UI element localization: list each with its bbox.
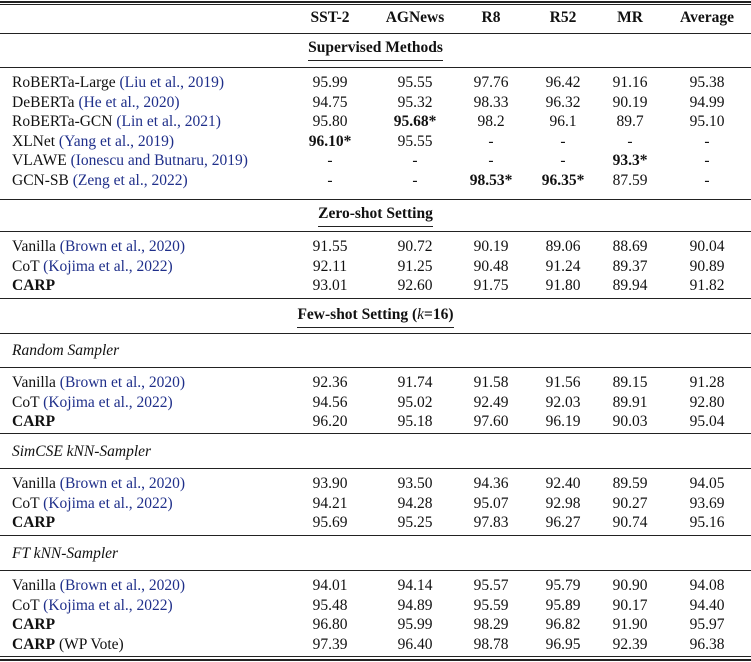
- value-cell-r8: -: [488, 152, 494, 170]
- method-cell: [12, 474, 185, 494]
- section-rule: [0, 231, 751, 232]
- value-cell-r8: 98.2: [477, 113, 505, 131]
- table-row: [0, 393, 751, 413]
- value-cell-mr: 90.90: [612, 577, 648, 594]
- value-cell-average: 91.82: [689, 277, 725, 295]
- table-row: [0, 373, 751, 393]
- value-cell-average: 90.89: [689, 257, 725, 275]
- table-row: [0, 237, 751, 257]
- value-cell-agnews: 95.55: [397, 74, 433, 91]
- col-header-average: Average: [680, 9, 734, 26]
- section-rule: [0, 67, 751, 68]
- group-end-rule: [0, 433, 751, 434]
- group-rule: [0, 468, 751, 469]
- value-cell-agnews: 91.25: [397, 257, 433, 275]
- value-cell-r8: 98.53*: [469, 172, 513, 189]
- value-cell-agnews: 95.68*: [393, 113, 437, 131]
- value-cell-sst2: 93.90: [312, 475, 348, 492]
- citation-link[interactable]: (Kojima et al., 2022): [43, 494, 173, 512]
- value-cell-mr: 90.19: [612, 93, 648, 111]
- value-cell-mr: -: [627, 132, 633, 150]
- value-cell-average: 94.99: [689, 93, 725, 111]
- bottom-rule: [0, 659, 751, 661]
- citation-link[interactable]: (Lin et al., 2021): [116, 113, 221, 131]
- top-rule: [0, 1, 751, 3]
- section-title-text: Zero-shot Setting: [318, 204, 433, 227]
- table-row: [0, 474, 751, 494]
- value-cell-agnews: 94.14: [397, 577, 433, 594]
- value-cell-mr: 88.69: [612, 238, 648, 255]
- method-cell: [12, 635, 124, 655]
- value-cell-r52: 96.42: [545, 74, 581, 91]
- method-cell: [12, 596, 173, 616]
- value-cell-r52: 96.19: [545, 413, 581, 431]
- method-cell: [12, 576, 185, 596]
- section-title-var: k: [417, 306, 425, 323]
- value-cell-agnews: 95.32: [397, 93, 433, 111]
- value-cell-average: -: [704, 132, 710, 150]
- value-cell-r52: 96.35*: [541, 172, 585, 189]
- value-cell-mr: 89.59: [612, 475, 648, 492]
- section-end-rule: [0, 298, 751, 299]
- value-cell-r52: 96.27: [545, 514, 581, 532]
- citation-link[interactable]: (Liu et al., 2019): [119, 74, 225, 91]
- citation-link[interactable]: (Yang et al., 2019): [58, 132, 175, 150]
- method-cell: [12, 171, 188, 191]
- value-cell-r52: 91.80: [545, 277, 581, 295]
- method-cell: [12, 393, 173, 413]
- value-cell-mr: 90.74: [612, 514, 648, 532]
- col-header-mr: MR: [617, 9, 643, 26]
- method-cell: [12, 93, 180, 113]
- value-cell-mr: 92.39: [612, 635, 648, 653]
- method-name: CARP: [12, 616, 56, 634]
- method-name: CoT: [12, 257, 40, 275]
- value-cell-sst2: 94.21: [312, 494, 348, 512]
- section-title: [0, 204, 751, 227]
- table-row: [0, 576, 751, 596]
- value-cell-average: -: [704, 172, 710, 189]
- value-cell-r52: 96.1: [549, 113, 577, 131]
- value-cell-r8: 97.83: [473, 514, 509, 532]
- method-name: GCN-SB: [12, 172, 69, 189]
- value-cell-average: 95.16: [689, 514, 725, 532]
- value-cell-mr: 89.94: [612, 277, 648, 295]
- value-cell-mr: 90.27: [612, 494, 648, 512]
- value-cell-r52: 96.82: [545, 616, 581, 634]
- header-rule: [0, 33, 751, 34]
- value-cell-r8: 98.33: [473, 93, 509, 111]
- value-cell-r52: 92.03: [545, 393, 581, 411]
- value-cell-r8: 98.78: [473, 635, 509, 653]
- method-name: Vanilla: [12, 475, 56, 492]
- value-cell-agnews: -: [412, 152, 418, 170]
- section-title: [0, 38, 751, 61]
- value-cell-r52: 89.06: [545, 238, 581, 255]
- value-cell-mr: 87.59: [612, 172, 648, 189]
- method-cell: [12, 132, 174, 152]
- value-cell-average: 96.38: [689, 635, 725, 653]
- table-row: [0, 412, 751, 432]
- method-suffix: (WP Vote): [58, 635, 124, 653]
- value-cell-r52: 95.79: [545, 577, 581, 594]
- method-name: VLAWE: [12, 152, 67, 170]
- value-cell-sst2: 92.11: [312, 257, 348, 275]
- value-cell-mr: 93.3*: [612, 152, 648, 170]
- col-header-sst2: SST-2: [310, 9, 350, 26]
- value-cell-sst2: 95.99: [312, 74, 348, 91]
- section-title-fewshot: [0, 305, 751, 328]
- value-cell-r8: 95.59: [473, 596, 509, 614]
- value-cell-r8: 90.19: [473, 238, 509, 255]
- value-cell-r8: 95.07: [473, 494, 509, 512]
- section-rule: [0, 333, 751, 334]
- method-name: CoT: [12, 494, 40, 512]
- value-cell-agnews: 95.18: [397, 413, 433, 431]
- section-title-suffix: =16): [424, 306, 454, 323]
- citation-link[interactable]: (Brown et al., 2020): [59, 577, 186, 594]
- value-cell-sst2: 93.01: [312, 277, 348, 295]
- value-cell-average: 91.28: [689, 374, 725, 391]
- value-cell-r52: 91.56: [545, 374, 581, 391]
- method-name: CoT: [12, 393, 40, 411]
- citation-link[interactable]: (Kojima et al., 2022): [43, 257, 173, 275]
- value-cell-r8: 95.57: [473, 577, 509, 594]
- value-cell-agnews: 94.28: [397, 494, 433, 512]
- value-cell-r52: 95.89: [545, 596, 581, 614]
- method-name: CARP: [12, 277, 56, 295]
- value-cell-r8: 90.48: [473, 257, 509, 275]
- value-cell-r8: -: [488, 132, 494, 150]
- value-cell-mr: 91.16: [612, 74, 648, 91]
- group-subtitle: FT kNN-Sampler: [12, 545, 119, 562]
- value-cell-agnews: 93.50: [397, 475, 433, 492]
- value-cell-average: 95.97: [689, 616, 725, 634]
- value-cell-sst2: 97.39: [312, 635, 348, 653]
- value-cell-r8: 91.58: [473, 374, 509, 391]
- group-rule: [0, 367, 751, 368]
- method-name: RoBERTa-Large: [12, 74, 116, 91]
- method-name: Vanilla: [12, 577, 56, 594]
- section-title-prefix: Few-shot Setting (: [297, 306, 418, 323]
- value-cell-sst2: 95.69: [312, 514, 348, 532]
- value-cell-mr: 91.90: [612, 616, 648, 634]
- value-cell-sst2: 91.55: [312, 238, 348, 255]
- group-subtitle: SimCSE kNN-Sampler: [12, 443, 152, 460]
- value-cell-average: 95.38: [689, 74, 725, 91]
- method-name: CARP: [12, 413, 56, 431]
- value-cell-sst2: 94.75: [312, 93, 348, 111]
- top-rule-inner: [0, 4, 751, 5]
- method-name: CARP: [12, 635, 56, 653]
- citation-link[interactable]: (Brown et al., 2020): [59, 374, 186, 391]
- value-cell-r52: 92.40: [545, 475, 581, 492]
- section-end-rule: [0, 199, 751, 200]
- value-cell-mr: 90.03: [612, 413, 648, 431]
- citation-link[interactable]: (Brown et al., 2020): [59, 475, 186, 492]
- value-cell-r52: 96.95: [545, 635, 581, 653]
- table-row: [0, 112, 751, 132]
- value-cell-r8: 92.49: [473, 393, 509, 411]
- method-name: DeBERTa: [12, 93, 75, 111]
- value-cell-agnews: 95.02: [397, 393, 433, 411]
- method-cell: [12, 615, 55, 635]
- citation-link[interactable]: (Brown et al., 2020): [59, 238, 186, 255]
- value-cell-average: 94.05: [689, 475, 725, 492]
- value-cell-agnews: 91.74: [397, 374, 433, 391]
- value-cell-sst2: 96.20: [312, 413, 348, 431]
- table-row: [0, 151, 751, 171]
- value-cell-mr: 89.7: [616, 113, 644, 131]
- method-name: CARP: [12, 514, 56, 532]
- table-row: [0, 132, 751, 152]
- value-cell-r8: 97.60: [473, 413, 509, 431]
- col-header-agnews: AGNews: [385, 9, 445, 26]
- col-header-r52: R52: [549, 9, 577, 26]
- method-cell: [12, 73, 224, 93]
- value-cell-average: 90.04: [689, 238, 725, 255]
- value-cell-agnews: 92.60: [397, 277, 433, 295]
- method-cell: [12, 276, 55, 296]
- method-cell: [12, 237, 185, 257]
- bottom-rule-inner: [0, 656, 751, 657]
- value-cell-sst2: -: [327, 152, 333, 170]
- table-row: [0, 596, 751, 616]
- method-cell: [12, 373, 185, 393]
- value-cell-mr: 89.15: [612, 374, 648, 391]
- value-cell-mr: 89.91: [612, 393, 648, 411]
- method-name: XLNet: [12, 132, 56, 150]
- value-cell-average: 94.08: [689, 577, 725, 594]
- value-cell-average: 93.69: [689, 494, 725, 512]
- method-cell: [12, 151, 248, 171]
- value-cell-sst2: 95.48: [312, 596, 348, 614]
- method-cell: [12, 494, 173, 514]
- value-cell-mr: 89.37: [612, 257, 648, 275]
- value-cell-sst2: 96.80: [312, 616, 348, 634]
- value-cell-r52: -: [560, 152, 566, 170]
- value-cell-agnews: 90.72: [397, 238, 433, 255]
- value-cell-sst2: -: [327, 172, 333, 189]
- value-cell-average: 95.04: [689, 413, 725, 431]
- value-cell-r52: 91.24: [545, 257, 581, 275]
- citation-link[interactable]: (Ionescu and Butnaru, 2019): [70, 152, 248, 170]
- header-row: [0, 8, 751, 28]
- method-cell: [12, 112, 221, 132]
- method-cell: [12, 513, 55, 533]
- value-cell-r52: 96.32: [545, 93, 581, 111]
- value-cell-agnews: 95.25: [397, 514, 433, 532]
- col-header-r8: R8: [481, 9, 501, 26]
- value-cell-r8: 97.76: [473, 74, 509, 91]
- group-rule: [0, 570, 751, 571]
- value-cell-average: 95.10: [689, 113, 725, 131]
- method-name: Vanilla: [12, 374, 56, 391]
- value-cell-mr: 90.17: [612, 596, 648, 614]
- value-cell-agnews: -: [412, 172, 418, 189]
- value-cell-average: 94.40: [689, 596, 725, 614]
- value-cell-r8: 91.75: [473, 277, 509, 295]
- value-cell-agnews: 95.55: [397, 132, 433, 150]
- method-name: RoBERTa-GCN: [12, 113, 113, 131]
- group-end-rule: [0, 535, 751, 536]
- value-cell-sst2: 95.80: [312, 113, 348, 131]
- method-cell: [12, 412, 55, 432]
- value-cell-sst2: 94.56: [312, 393, 348, 411]
- table-row: [0, 276, 751, 296]
- value-cell-r52: 92.98: [545, 494, 581, 512]
- section-title-text: Supervised Methods: [308, 38, 443, 61]
- citation-link[interactable]: (Kojima et al., 2022): [43, 596, 173, 614]
- value-cell-average: -: [704, 152, 710, 170]
- value-cell-sst2: 94.01: [312, 577, 348, 594]
- table-row: [0, 257, 751, 277]
- table-row: [0, 635, 751, 655]
- value-cell-sst2: 96.10*: [308, 132, 352, 150]
- citation-link[interactable]: (He et al., 2020): [78, 93, 180, 111]
- value-cell-agnews: 94.89: [397, 596, 433, 614]
- method-name: CoT: [12, 596, 40, 614]
- method-cell: [12, 257, 173, 277]
- table-row: [0, 171, 751, 191]
- value-cell-r8: 94.36: [473, 475, 509, 492]
- table-row: [0, 513, 751, 533]
- value-cell-sst2: 92.36: [312, 374, 348, 391]
- method-name: Vanilla: [12, 238, 56, 255]
- value-cell-r52: -: [560, 132, 566, 150]
- citation-link[interactable]: (Zeng et al., 2022): [72, 172, 188, 189]
- citation-link[interactable]: (Kojima et al., 2022): [43, 393, 173, 411]
- value-cell-agnews: 96.40: [397, 635, 433, 653]
- value-cell-agnews: 95.99: [397, 616, 433, 634]
- value-cell-r8: 98.29: [473, 616, 509, 634]
- value-cell-average: 92.80: [689, 393, 725, 411]
- table-row: [0, 93, 751, 113]
- group-subtitle: Random Sampler: [12, 342, 120, 359]
- table-row: [0, 494, 751, 514]
- table-row: [0, 73, 751, 93]
- table-row: [0, 615, 751, 635]
